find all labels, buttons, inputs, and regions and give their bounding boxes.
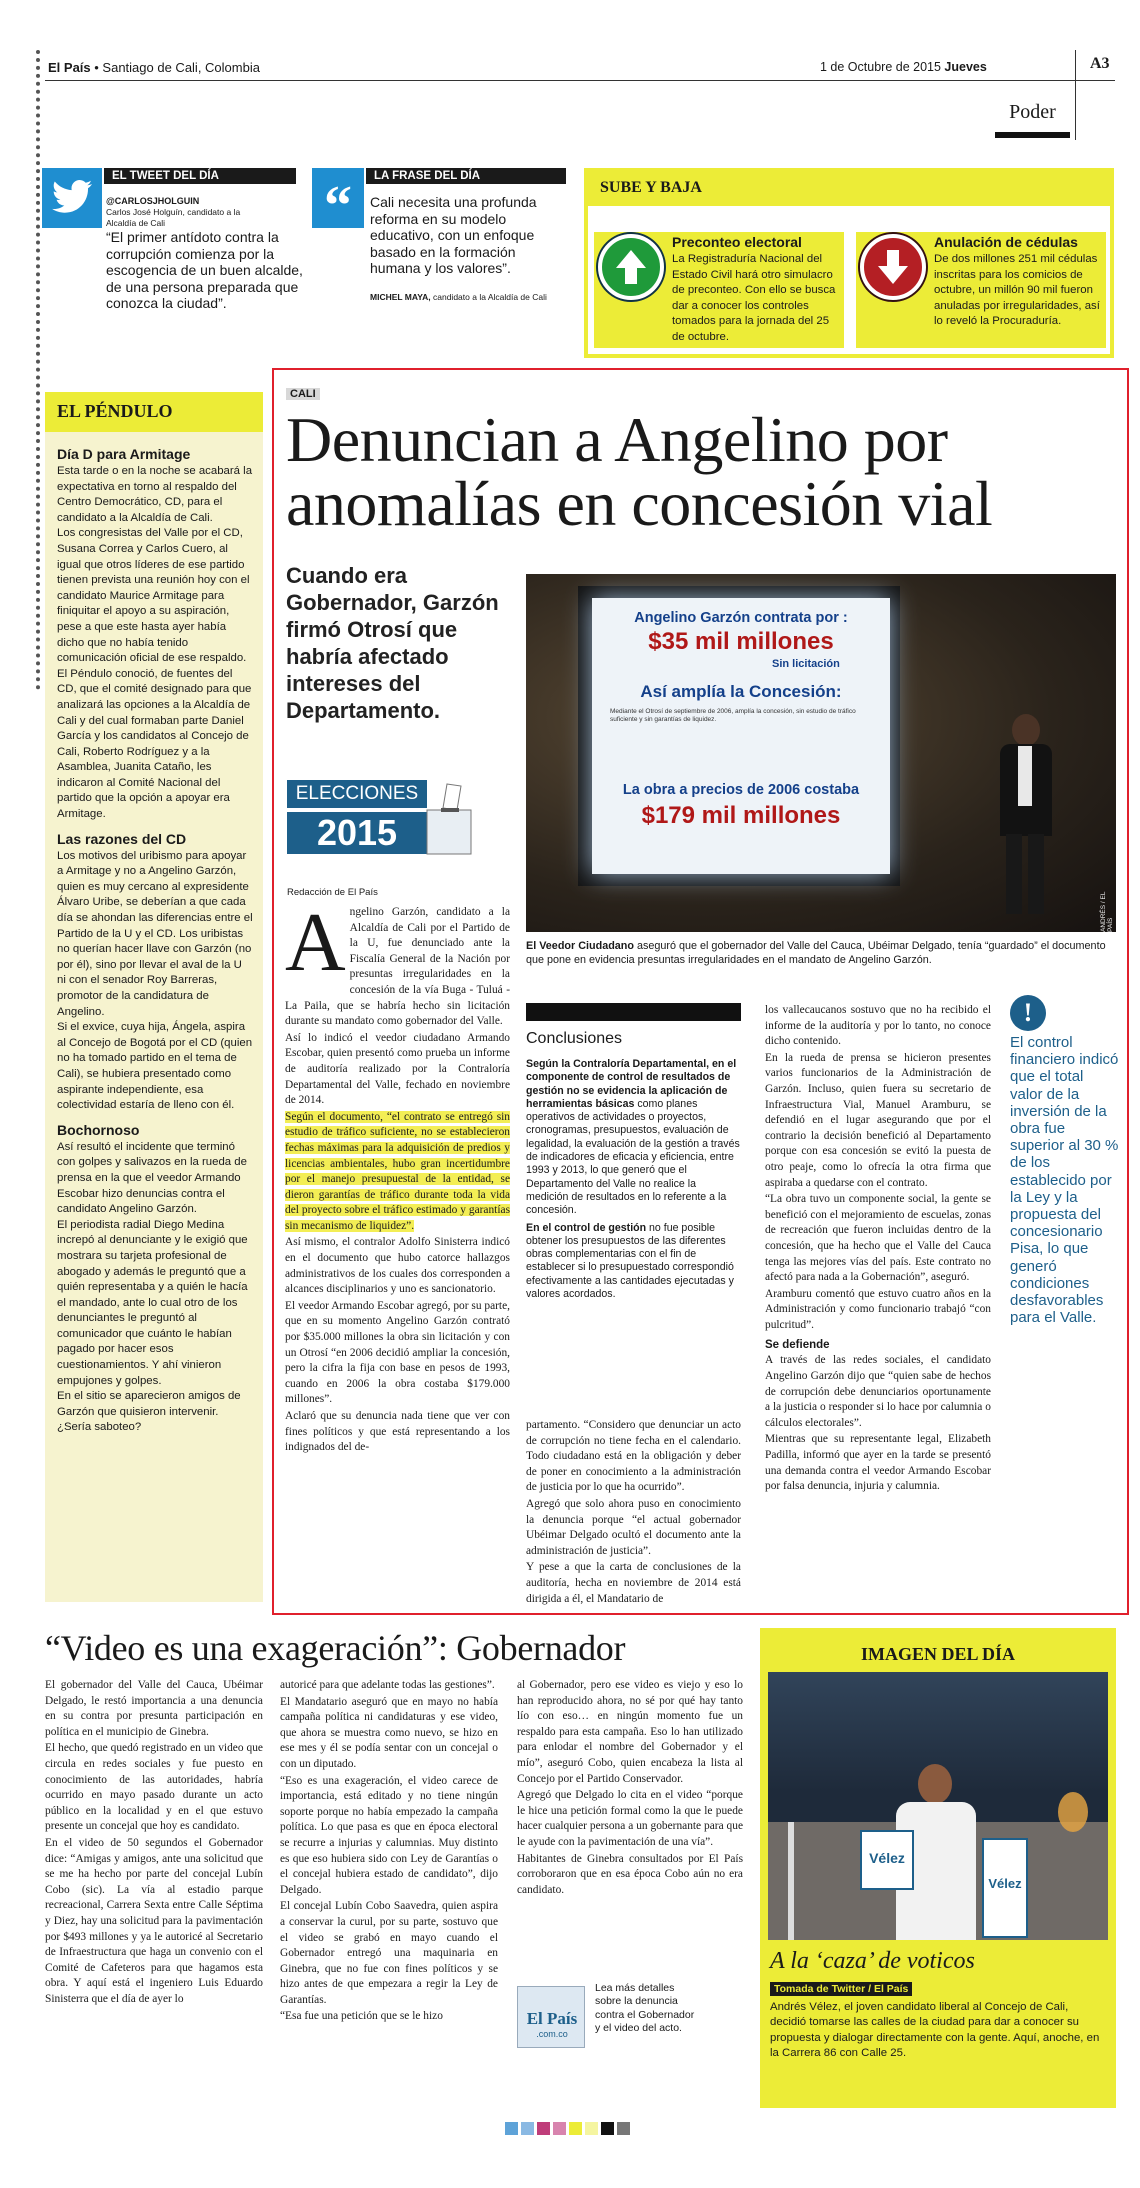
screen-line3: La obra a precios de 2006 costaba [622, 782, 860, 798]
tweet-handle: @CARLOSJHOLGUIN [106, 196, 200, 206]
conclusiones-b2-text: no fue posible obtener los presupuestos de las diferentes obras complementarias con el fin de establecer si lo presupuestado correspondió efectivamente a las cantidades ejecutadas y valores acordados. [526, 1221, 734, 1301]
main-dropcap: A [285, 896, 346, 989]
main-c4-p6: Mientras que su representante legal, Elizabeth Padilla, informó que ayer en la tarde se presentó una demanda contra el veedor Armando Escobar por falsa denuncia, injuria y calumnia. [765, 1433, 991, 1493]
imagen-dia-caption-title: A la ‘caza’ de voticos [770, 1948, 975, 1974]
campaign-sign [982, 1838, 1028, 1938]
el-pais-web-logo [517, 1986, 585, 2048]
main-lead: ngelino Garzón, candidato a la Alcaldía de Cali por el Partido de la U, fue denunciado ante la Fiscalía General de la Nación por presuntas irregularidades en la concesión de la vía Buga - Tuluá - La Paila, que se habría hecho sin licitación durante su mandato como gobernador del Valle. [285, 906, 510, 1028]
screen-big1: $35 mil millones [648, 628, 834, 655]
page-corner-rule [1075, 50, 1076, 140]
main-p4: Así mismo, el contralor Adolfo Sinisterra indicó en el documento que hubo catorce hallazgos administrativos de los cuales dos corresponden a alcances disciplinarios y uno es sancionatorio. [285, 1236, 510, 1296]
main-c3-p3: Y pese a que la carta de conclusiones de la auditoría, hecha en noviembre de 2014 está dirigida a él, el Mandatario de [526, 1561, 741, 1605]
video-c1-p2: El hecho, que quedó registrado en un video que circula en redes sociales y fue puesto en conocimiento de las autoridades, habría ocurrido en mayo pasado durante un acto público en la localidad y en el que estuvo presente un concejal que hoy es candidato. [45, 1742, 263, 1833]
campaign-flyer [860, 1830, 914, 1890]
main-c4-p5: A través de las redes sociales, el candidato Angelino Garzón dijo que “quien sabe de hechos de corrupción debe denunciarios oportunamente a la justicia o responder si lo hace por calumnia o cálculos electorales”. [765, 1354, 991, 1429]
imagen-dia-photo [768, 1672, 1108, 1940]
caption-bold: El Veedor Ciudadano [526, 940, 634, 952]
header-paper: El País [48, 60, 91, 75]
video-col3 [517, 1678, 743, 1899]
video-headline: “Video es una exageración”: Gobernador [45, 1628, 626, 1668]
video-c2-p1: autoricé para que adelante todas las gestiones”. [280, 1679, 495, 1691]
conclusiones-b1-bold: Según la Contraloría Departamental, en el componente de control de resultados de gestión no se evidencia la aplicación de herramientas básicas [526, 1058, 737, 1110]
video-c2-p5: “Esa fue una petición que se le hizo [280, 2010, 443, 2023]
sube-baja-title: SUBE Y BAJA [600, 179, 702, 196]
main-byline: Redacción de El País [287, 887, 378, 898]
pendulo-s2-title: Las razones del CD [57, 830, 187, 847]
flyer-text: Vélez [869, 1850, 905, 1866]
screen-line1: Angelino Garzón contrata por : [634, 610, 848, 626]
screen-big2: $179 mil millones [641, 802, 841, 829]
video-col1 [45, 1678, 263, 2008]
main-c3-p2: Agregó que solo ahora puso en conocimiento la denuncia porque “el actual gobernador Ubéimar Delgado ocultó el documento ante la administración de justicia”. [526, 1497, 741, 1557]
arrow-up-icon [598, 234, 664, 300]
sube-up-title: Preconteo electoral [672, 234, 802, 250]
pendulo-s1-p2: Los congresistas del Valle por el CD, Susana Correa y Carlos Cuero, al igual que otros líderes de ese partido tienen prevista una reunión hoy con el candidato Maurice Armitage para finiquitar el apoyo a su aspiración, pese a que este hasta ayer había dicho que no había tenido comunicación oficial de ese respaldo. [57, 527, 250, 665]
video-c3-p3: Habitantes de Ginebra consultados por El País corroboraron que en esa época Cobo aún no era candidato. [517, 1852, 743, 1896]
pendulo-s3-title: Bochornoso [57, 1121, 140, 1138]
header-rule [45, 80, 1115, 81]
main-col3 [526, 1418, 741, 1608]
pendulo-s1-title: Día D para Armitage [57, 446, 191, 462]
conclusiones-b1-text: como planes operativos de actividades o proyectos, cronogramas, presupuestos, evaluación de legalidad, la evaluación de la gestión a través de indicadores de eficacia y eficiencia, entre 1993 y 2013, lo que generó que el Departamento del Valle no realice la medición de resultados en lo referente a la concesión. [526, 1097, 740, 1217]
pendulo-s3-p3: En el sitio se aparecieron amigos de Garzón que quisieron intervenir. ¿Sería saboteo? [57, 1390, 241, 1434]
quote-label: LA FRASE DEL DÍA [366, 168, 566, 184]
side-note: El control financiero indicó que el total valor de la inversión de la obra fue superior al 30 % de los establecido por la Ley y la propuesta del concesionario Pisa, lo que generó condiciones desfavorables para el Valle. [1010, 1034, 1119, 1327]
conclusiones-box [526, 1030, 741, 1330]
video-c2-p3: “Eso es una exageración, el video carece de importancia, está editado y no tiene ningún soporte porque no había empezado la campaña política. Lo que pasa es que en época electoral se recurre a injurias y calumnias. Muy distinto es que eso hubiera sido con Ley de Garantías o el concejal hubiera estado de candidato”, dijo Delgado. [280, 1774, 498, 1896]
header-masthead: El País • Santiago de Cali, Colombia [48, 60, 260, 75]
sube-up-text: La Registraduría Nacional del Estado Civil hará otro simulacro de preconteo. Con ello se busca dar a conocer los controles tomados para la jornada del 25 de octubre. [672, 253, 836, 343]
promo-logo-sub: .com.co [536, 2029, 568, 2039]
main-c4-p3: “La obra tuvo un componente social, la gente se benefició con el mejoramiento de escuelas, zonas de recreación que fueron incluidas dentro de la concesión, que ha hecho que el Valle del Cauca tenga las mejores vías del país. Este contrato no afectó para nada a la Gobernación”, aseguró. [765, 1193, 991, 1284]
video-col2 [280, 1678, 498, 2026]
page-number: A3 [1090, 55, 1110, 72]
pendulo-s1-p3: El Péndulo conoció, de fuentes del CD, que el comité designado para que analizará las opciones a la Alcaldía de Cali y del cual formaban parte Daniel García y los candidatos al Concejo de Cali, Roberto Rodríguez y a la Asamblea, Juanita Cataño, les indicaron al Comité Nacional del partido que la opción a apoyar era Armitage. [57, 667, 252, 821]
conclusiones-title: Conclusiones [526, 1030, 623, 1047]
ballot-box-icon [421, 780, 477, 860]
section-tab: Poder [995, 98, 1070, 138]
header-date-line [820, 60, 987, 74]
quote-author-role: candidato a la Alcaldía de Cali [433, 292, 547, 302]
video-c2-p2: El Mandatario aseguró que en mayo no había campaña política ni candidaturas y ese video, que ahora se muestra como nuevo, se hizo en ese mes y él se podía sentar con un concejal o con un diputado. [280, 1695, 498, 1770]
caption-text: aseguró que el gobernador del Valle del Cauca, Ubéimar Delgado, tenía “guardado” el documento que pone en evidencia presuntas irregularidades en el mandato de Angelino Garzón. [526, 940, 1106, 966]
exclamation-icon: ! [1010, 995, 1046, 1031]
main-p5: El veedor Armando Escobar agregó, por su parte, que en su momento Angelino Garzón contrató por $35.000 millones la obra sin licitación y con un Otrosí “en 2006 decidió ampliar la concesión, pero la cifra la fija con base en pesos de 1993, cuando en 2006 la obra costaba $179.000 millones”. [285, 1299, 510, 1406]
pendulo-s3-p2: El periodista radial Diego Medina increpó al denunciante y le exigió que mostrara su tarjeta profesional de abogado y además le preguntó que a quién representaba y a quién le hacía el mandado, ante lo cual otro de los denunciantes le preguntó al comunicador que cuánto le habían pagado por hacer esos cuestionamientos. Y ahí vinieron empujones y golpes. [57, 1218, 248, 1387]
main-p3-highlight: Según el documento, “el contrato se entregó sin estudio de tráfico suficiente, no se establecieron fechas máximas para la adquisición de predios y licencias ambientales, hubo gran incertidumbre por el manejo presupuestal de la entidad, se dieron garantías de tráfico durante toda la vida del proyecto sobre el tráfico estimado y garantías sin mecanismo de liquidez”. [285, 1110, 510, 1232]
promo-box[interactable] [517, 1982, 743, 2052]
printer-color-bar [505, 2122, 630, 2135]
screen-fine: Mediante el Otrosí de septiembre de 2006, amplía la concesión, sin estudio de tráfico suficiente y sin garantías de liquidez. [610, 708, 856, 723]
projection-screen [592, 598, 890, 874]
pendulo-column [45, 392, 263, 1602]
main-p2: Así lo indicó el veedor ciudadano Armando Escobar, quien presentó como prueba un informe de auditoría realizado por la Contraloría Departamental del Valle, fechado en noviembre de 2014. [285, 1031, 510, 1107]
video-c3-p2: Agregó que Delgado lo cita en el video “porque le hice una petición formal como la que le puede hacer cualquier persona a un gobernante para que le ayude con la pavimentación de una vía”. [517, 1789, 743, 1848]
bird-icon [42, 168, 102, 228]
baja-text: De dos millones 251 mil cédulas inscritas para los comicios de octubre, un millón 90 mil fueron anuladas por irregularidades, así lo reveló la Procuraduría. [934, 253, 1100, 328]
quote-text: Cali necesita una profunda reforma en su modelo educativo, con un enfoque basado en la formación humana y los valores”. [370, 194, 537, 276]
imagen-dia-box [760, 1628, 1116, 2108]
sube-baja-box [584, 168, 1114, 358]
pendulo-s2-p1: Los motivos del uribismo para apoyar a Armitage y no a Angelino Garzón, quien es muy cercano al expresidente Álvaro Uribe, se deberían a que cada día se ahondan las diferencias entre el Partido de la U y el CD. Los uribistas no querían hacer llave con Garzón (no por él), sino por llevar el aval de la U ni con el senador Roy Barreras, promotor de la candidatura de Angelino. [57, 849, 253, 1018]
conclusiones-b2-bold: En el control de gestión [526, 1221, 647, 1234]
elections-logo [287, 780, 472, 878]
pendulo-title: EL PÉNDULO [57, 401, 173, 421]
screen-small1: Sin licitación [772, 658, 840, 670]
sign-text: Vélez [988, 1876, 1022, 1891]
main-c4-p2: En la rueda de prensa se hicieron presentes varios funcionarios de la Administración de Garzón. Incluso, quien fuera su secretario de Infraestructura Vial, Manuel Aramburu, se defendió en el lugar asegurando que por el contrario la decisión benefició al Departamento porque con esa concesión se evitó la puesta de otro peaje, como lo ofrecía la otra firma que aspiraba a quedarse con el contrato. [765, 1051, 991, 1189]
imagen-dia-title: IMAGEN DEL DÍA [860, 1644, 1016, 1664]
imagen-dia-text: Andrés Vélez, el joven candidato liberal al Concejo de Cali, decidió tomarse las calles de la ciudad para dar a conocer su propuesta y dialogar directamente con la gente. Aquí, anoche, en la Carrera 86 con Calle 25. [770, 2001, 1100, 2060]
tweet-label: EL TWEET DEL DÍA [104, 168, 296, 184]
quote-author-line [370, 292, 547, 302]
promo-logo: El País [526, 2009, 578, 2028]
main-col4 [765, 1003, 991, 1496]
conclusiones-bar [526, 1003, 741, 1021]
video-c1-p3: En el video de 50 segundos el Gobernador dice: “Amigas y amigos, ante una solicitud que se me ha hecho por parte del concejal Lubín Cobo (sic). La vía al estadio parque recreacional, Carrera Sexta entre Calle Séptima y Diez, hay una solicitud para la pavimentación por $493 millones y ya le autoricé al Secretario de Infraestructura que haga un convenio con el Comité de Cafeteros para que hagamos esta obra. Y aquí está el ingeniero Luis Eduardo Sinisterra que el día de ayer lo [45, 1836, 263, 2005]
header-date: 1 de Octubre de 2015 [820, 60, 941, 74]
pendulo-s2-p2: Si el exvice, cuya hija, Ángela, aspira al Concejo de Bogotá por el CD (quien no ha tomado partido en el tema de Cali), se hubiera presentado como aspirante independiente, esa colectividad estaría de lleno con él. [57, 1021, 253, 1112]
main-deck: Cuando era Gobernador, Garzón firmó Otrosí que habría afectado intereses del Departamento. [286, 563, 499, 723]
video-c1-p1: El gobernador del Valle del Cauca, Ubéimar Delgado, le restó importancia a una denuncia en su contra por presunta participación en política en el municipio de Ginebra. [45, 1679, 263, 1738]
elections-year: 2015 [287, 812, 427, 854]
photo-credit: ANDRÉS / EL PAÍS [1100, 891, 1114, 932]
video-c3-p1: al Gobernador, pero ese video es viejo y eso lo han reproducido ahora, no sé por qué hay tanto lío con eso… en ningún momento fue un respaldo para esta campaña. Eso lo han utilizado para enlodar el nombre del Gobernador y el mío”, aseguró Cobo, quien encabeza la lista al Concejo por el Partido Conservador. [517, 1679, 743, 1785]
pendulo-s1-p1: Esta tarde o en la noche se acabará la expectativa en torno al respaldo del Centro Democrático, CD, para el candidato a la Alcaldía de Cali. [57, 465, 253, 524]
video-c2-p4: El concejal Lubín Cobo Saavedra, quien aspira a conservar la curul, por su parte, sostuvo que el video se grabó en mayo cuando el Gobernador entregó una maquinaria en Ginebra, que no fue con fines políticos y se hizo antes de que empezara a regir la Ley de Garantías. [280, 1900, 498, 2006]
main-c3-p1: partamento. “Considero que denunciar un acto de corrupción no tiene fecha en el calendario. Todo ciudadano está en la obligación y deber de poner en conocimiento a la administración de justicia por lo que ha ocurrido”. [526, 1419, 741, 1494]
speaker-figure [996, 714, 1056, 932]
elections-label: ELECCIONES [287, 780, 427, 808]
main-col1 [285, 896, 510, 1457]
quote-author: MICHEL MAYA, [370, 292, 431, 302]
header-weekday: Jueves [944, 60, 987, 74]
main-c4-p1: los vallecaucanos sostuvo que no ha recibido el informe de la auditoría y por lo tanto, no conoce dicho contenido. [765, 1004, 991, 1048]
quote-marks-icon: “ [312, 168, 364, 228]
screen-line2: Así amplía la Concesión: [640, 682, 842, 701]
main-c4-subhead: Se defiende [765, 1339, 830, 1352]
promo-text: Lea más detalles sobre la denuncia contra el Gobernador y el video del acto. [595, 1982, 695, 2035]
tweet-text: “El primer antídoto contra la corrupción comienza por la escogencia de un buen alcalde, de una persona preparada que conozca la ciudad”. [106, 229, 303, 312]
tweet-byline: Carlos José Holguín, candidato a la Alcaldía de Cali [106, 207, 241, 228]
imagen-dia-tag: Tomada de Twitter / El País [770, 1982, 912, 1996]
main-headline: Denuncian a Angelino por anomalías en concesión vial [286, 404, 993, 539]
photo-caption [526, 939, 1116, 967]
main-kicker: CALI [286, 388, 320, 400]
arrow-down-icon [860, 234, 926, 300]
veedor-photo [526, 574, 1116, 932]
pendulo-s3-p1: Así resultó el incidente que terminó con golpes y salivazos en la rueda de prensa en la que el veedor Armando Escobar hizo denuncias contra el candidato Angelino Garzón. [57, 1140, 247, 1216]
main-c4-p4: Aramburu comentó que estuvo cuatro años en la Administración y como funcionario trabajó “con pulcritud”. [765, 1287, 991, 1331]
header-place: Santiago de Cali, Colombia [102, 60, 260, 75]
main-p6: Aclaró que su denuncia nada tiene que ver con fines políticos y que está representando a los indignados del de- [285, 1410, 510, 1454]
baja-title: Anulación de cédulas [934, 234, 1078, 250]
